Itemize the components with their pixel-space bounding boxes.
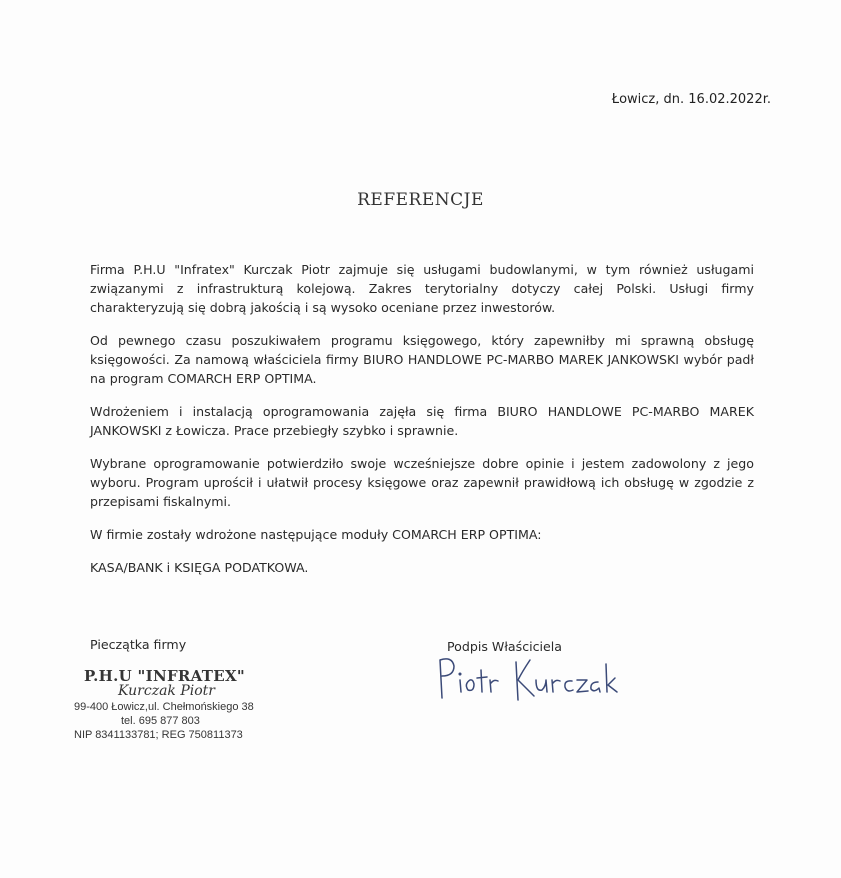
stamp-address: 99-400 Łowicz,ul. Chełmońskiego 38 (74, 701, 254, 713)
letter-date: Łowicz, dn. 16.02.2022r. (611, 92, 771, 107)
stamp-company-name: P.H.U "INFRATEX" (84, 667, 246, 685)
letter-body (90, 260, 754, 591)
stamp-owner-name: Kurczak Piotr (118, 683, 216, 699)
owner-signature-label: Podpis Właściciela (447, 639, 563, 654)
stamp-phone: tel. 695 877 803 (121, 715, 200, 727)
paragraph-search: Od pewnego czasu poszukiwałem programu księgowego, który zapewniłby mi sprawną obsługę księgowości. Za namową właściciela firmy BIURO HANDLOWE PC-MARBO MAREK JANKOWSKI wybór padł na program COMARCH ERP OPTIMA. (90, 333, 754, 386)
paragraph-modules-intro: W firmie zostały wdrożone następujące moduły COMARCH ERP OPTIMA: (90, 527, 542, 542)
paragraph-company: Firma P.H.U "Infratex" Kurczak Piotr zajmuje się usługami budowlanymi, w tym również usługami związanymi z infrastrukturą kolejową. Zakres terytorialny dotyczy całej Polski. Usługi firmy charakteryzują się dobrą jakością i są wysoko oceniane przez inwestorów. (90, 262, 754, 315)
modules-list: KASA/BANK i KSIĘGA PODATKOWA. (90, 560, 309, 575)
paragraph-implementation: Wdrożeniem i instalacją oprogramowania zajęła się firma BIURO HANDLOWE PC-MARBO MAREK JANKOWSKI z Łowicza. Prace przebiegły szybko i sprawnie. (90, 404, 754, 438)
company-stamp (74, 667, 284, 742)
letter-title: REFERENCJE (357, 190, 484, 210)
paragraph-opinion: Wybrane oprogramowanie potwierdziło swoje wcześniejsze dobre opinie i jestem zadowolony z jego wyboru. Program uprościł i ułatwił procesy księgowe oraz zapewnił prawidłową ich obsługę w zgodzie z przepisami fiskalnymi. (90, 456, 754, 509)
stamp-registration: NIP 8341133781; REG 750811373 (74, 729, 243, 741)
handwritten-signature (430, 650, 630, 710)
stamp-label: Pieczątka firmy (90, 637, 187, 652)
